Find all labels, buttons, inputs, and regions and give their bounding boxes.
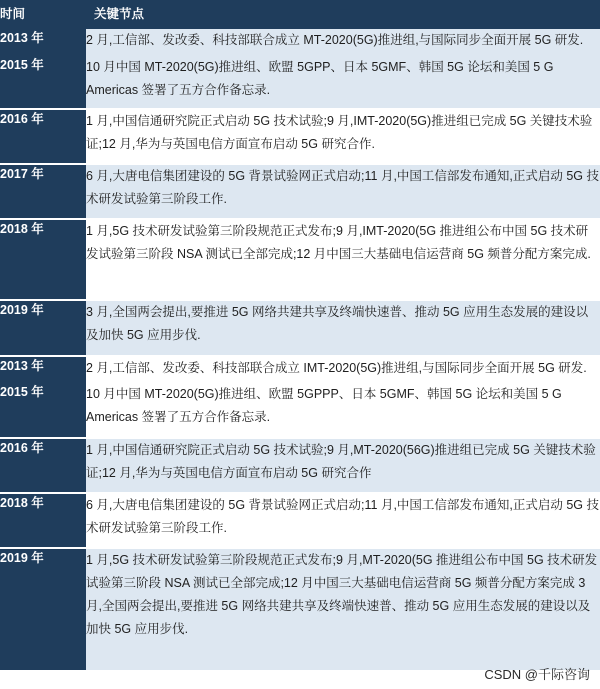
year-cell: 2018 年 [0, 219, 86, 300]
year-cell: 2019 年 [0, 548, 86, 670]
event-cell: 2 月,工信部、发改委、科技部联合成立 IMT-2020(5G)推进组,与国际同步全面开展 5G 研发. [86, 356, 600, 383]
table-row [0, 29, 600, 56]
table-row [0, 548, 600, 670]
watermark: CSDN @千际咨询 [484, 667, 590, 682]
time-column-header: 时间 [0, 0, 86, 29]
event-cell: 1 月,中国信通研究院正式启动 5G 技术试验;9 月,IMT-2020(5G)推进组已完成 5G 关键技术验证;12 月,华为与英国电信方面宣布启动 5G 研究合作. [86, 109, 600, 164]
event-cell: 1 月,中国信通研究院正式启动 5G 技术试验;9 月,MT-2020(56G)推进组已完成 5G 关键技术验证;12 月,华为与英国电信方面宣布启动 5G 研究合作 [86, 438, 600, 493]
event-cell: 10 月中国 MT-2020(5G)推进组、欧盟 5GPP、日本 5GMF、韩国 5G 论坛和美国 5 G Americas 签署了五方合作备忘录. [86, 56, 600, 109]
table-row [0, 109, 600, 164]
year-cell: 2018 年 [0, 493, 86, 548]
table-row [0, 56, 600, 109]
table-row [0, 438, 600, 493]
event-cell: 6 月,大唐电信集团建设的 5G 背景试验网正式启动;11 月,中国工信部发布通知,正式启动 5G 技术研发试验第三阶段工作. [86, 164, 600, 219]
year-cell: 2013 年 [0, 29, 86, 56]
table-row [0, 493, 600, 548]
table-row [0, 356, 600, 383]
event-cell: 1 月,5G 技术研发试验第三阶段规范正式发布;9 月,IMT-2020(5G 推进组公布中国 5G 技术研发试验第三阶段 NSA 测试已全部完成;12 月中国三大基础电信运营商 5G 频普分配方案完成. [86, 219, 600, 300]
table-row [0, 164, 600, 219]
year-cell: 2013 年 [0, 356, 86, 383]
table-row [0, 219, 600, 300]
event-cell: 3 月,全国两会提出,要推进 5G 网络共建共享及终端快速普、推动 5G 应用生态发展的建设以及加快 5G 应用步伐. [86, 300, 600, 356]
event-column-header: 关键节点 [86, 0, 600, 29]
year-cell: 2016 年 [0, 438, 86, 493]
year-cell: 2019 年 [0, 300, 86, 356]
table-row [0, 383, 600, 438]
event-cell: 6 月,大唐电信集团建设的 5G 背景试验网正式启动;11 月,中国工信部发布通知,正式启动 5G 技术研发试验第三阶段工作. [86, 493, 600, 548]
event-cell: 2 月,工信部、发改委、科技部联合成立 MT-2020(5G)推进组,与国际同步全面开展 5G 研发. [86, 29, 600, 56]
event-cell: 10 月中国 MT-2020(5G)推进组、欧盟 5GPPP、日本 5GMF、韩国 5G 论坛和美国 5 G Americas 签署了五方合作备忘录. [86, 383, 600, 438]
year-cell: 2015 年 [0, 383, 86, 438]
table-row [0, 300, 600, 356]
year-cell: 2017 年 [0, 164, 86, 219]
year-cell: 2016 年 [0, 109, 86, 164]
header-row [0, 0, 600, 29]
event-cell: 1 月,5G 技术研发试验第三阶段规范正式发布;9 月,MT-2020(5G 推进组公布中国 5G 技术研发试验第三阶段 NSA 测试已全部完成;12 月中国三大基础电信运营商 5G 频普分配方案完成 3 月,全国两会提出,要推进 5G 网络共建共享及终端快速普、推动 5G 应用生态发展的建设以及加快 5G 应用步伐. [86, 548, 600, 670]
year-cell: 2015 年 [0, 56, 86, 109]
